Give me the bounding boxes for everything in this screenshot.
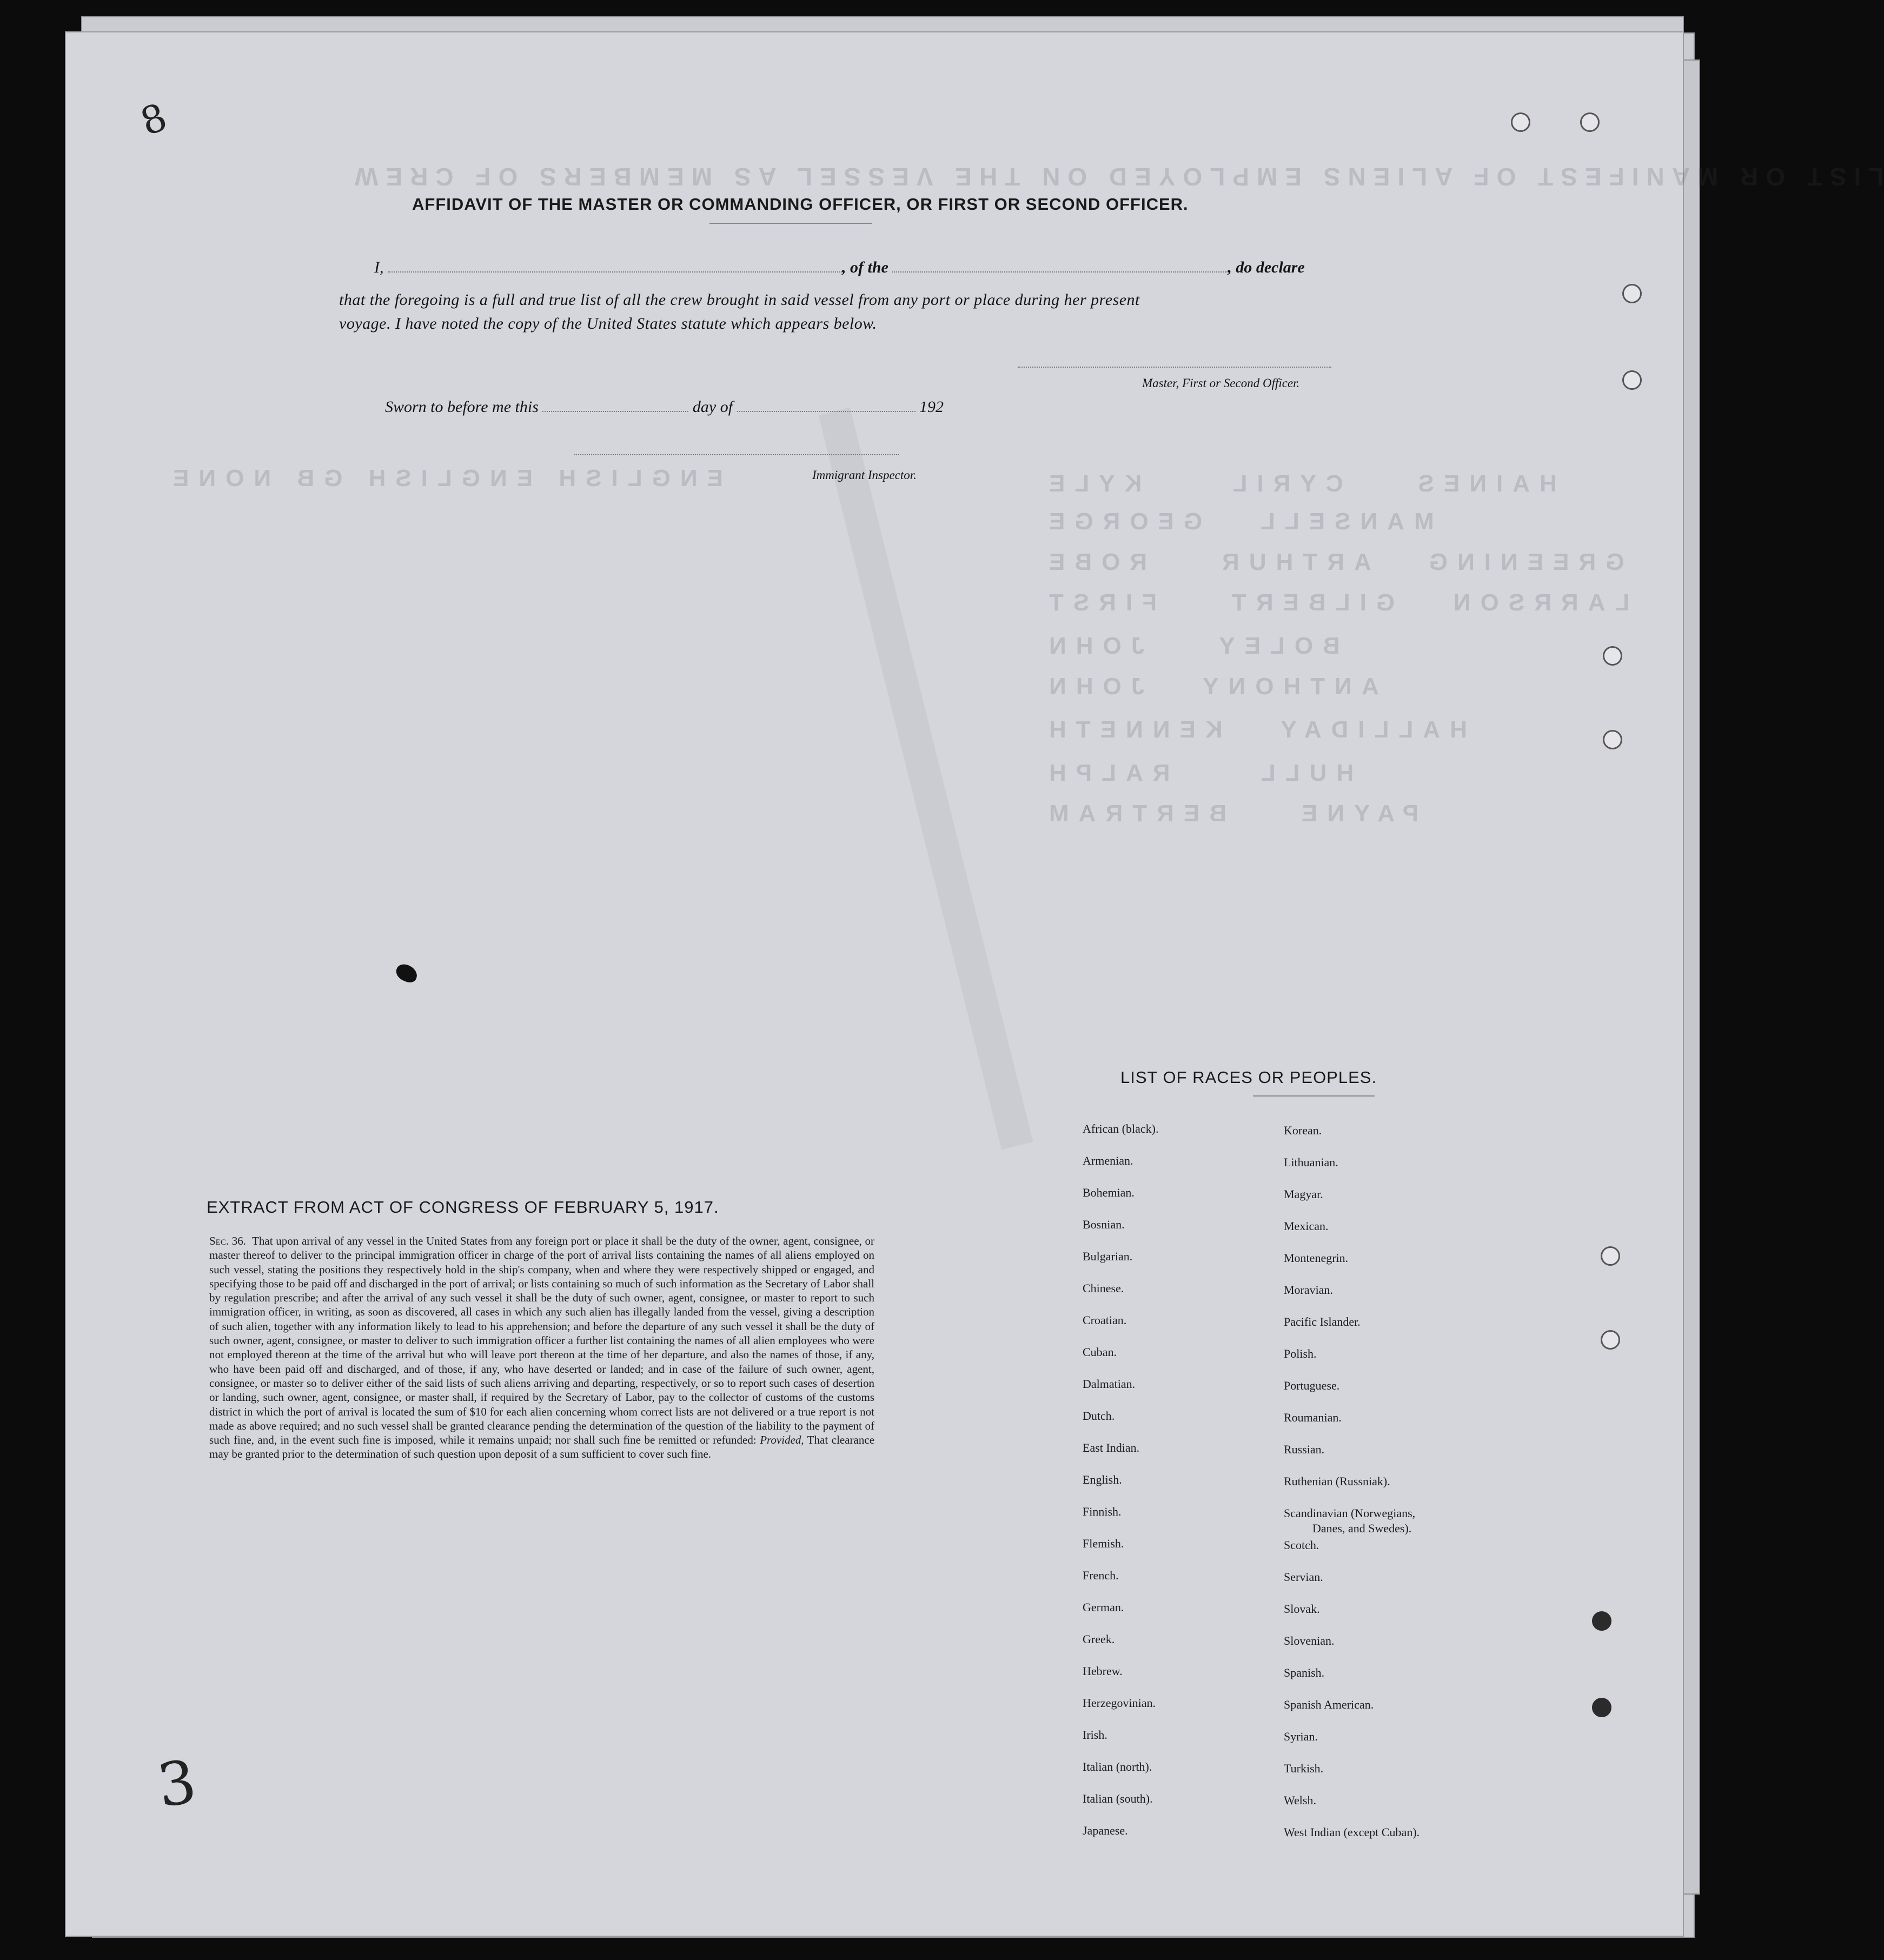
bleed-through-text: BOLEY JOHN — [1039, 633, 1340, 659]
sworn-text: Sworn to before me this — [385, 398, 539, 416]
race-item: African (black). — [1083, 1122, 1159, 1135]
affidavit-text: that the foregoing is a full and true list of all the crew brought in said vessel from any port or place during her present — [339, 291, 1140, 309]
race-item: Slovak. — [1284, 1602, 1320, 1616]
proviso-label: Provided, — [760, 1433, 804, 1447]
ink-blot — [394, 962, 420, 985]
section-label: Sec. 36. — [209, 1234, 247, 1247]
race-item: Italian (south). — [1083, 1792, 1153, 1805]
race-item: Montenegrin. — [1284, 1251, 1349, 1265]
officer-name-field[interactable] — [388, 271, 842, 273]
bleed-through-text: LIST OR MANIFEST OF ALIENS EMPLOYED ON THE VESSEL AS MEMBERS OF CREW — [347, 163, 1884, 191]
binder-hole — [1592, 1698, 1611, 1717]
extract-title: EXTRACT FROM ACT OF CONGRESS OF FEBRUARY 5, 1917. — [207, 1198, 719, 1217]
race-item: Bohemian. — [1083, 1186, 1135, 1199]
handwritten-mark: 3 — [153, 1746, 201, 1821]
sworn-text: day of — [692, 398, 733, 416]
binder-hole — [1603, 730, 1622, 749]
binder-hole — [1601, 1330, 1620, 1350]
affidavit-text: I, — [374, 258, 384, 276]
binder-hole — [1592, 1611, 1611, 1631]
race-item: Flemish. — [1083, 1537, 1124, 1550]
manifest-page — [65, 31, 1884, 1937]
race-item: Dutch. — [1083, 1409, 1115, 1423]
affidavit-title: AFFIDAVIT OF THE MASTER OR COMMANDING OFFICER, OR FIRST OR SECOND OFFICER. — [412, 195, 1189, 214]
race-item: Finnish. — [1083, 1505, 1122, 1518]
race-item: Syrian. — [1284, 1730, 1318, 1743]
race-item: Dalmatian. — [1083, 1377, 1136, 1391]
race-item: Spanish American. — [1284, 1698, 1374, 1711]
binder-hole — [1511, 112, 1530, 132]
race-item: East Indian. — [1083, 1441, 1140, 1454]
binder-hole — [1601, 1246, 1620, 1266]
extract-body — [209, 1234, 874, 1461]
race-item: Bosnian. — [1083, 1218, 1125, 1231]
race-item: Bulgarian. — [1083, 1250, 1133, 1263]
inspector-signature-label: Immigrant Inspector. — [812, 468, 917, 482]
race-item: Armenian. — [1083, 1154, 1133, 1167]
race-item: Scandinavian (Norwegians, — [1284, 1506, 1416, 1520]
proviso-text: That clearance may be granted prior to the determination of such question upon deposit of a sum sufficient to cover such fine. — [209, 1433, 875, 1461]
race-item: Scotch. — [1284, 1538, 1319, 1552]
race-item: Irish. — [1083, 1728, 1107, 1742]
bleed-through-text: LARRSON GILBERT FIRST — [1039, 589, 1630, 616]
sworn-day-field[interactable] — [542, 411, 688, 412]
binder-hole — [1622, 284, 1642, 303]
race-item: Cuban. — [1083, 1345, 1117, 1359]
race-item: Italian (north). — [1083, 1760, 1152, 1773]
master-signature-field[interactable] — [1018, 367, 1331, 368]
divider — [709, 223, 872, 224]
race-item: Japanese. — [1083, 1824, 1128, 1837]
race-item: Lithuanian. — [1284, 1155, 1338, 1169]
handwritten-mark: 8 — [135, 94, 173, 145]
binder-hole — [1622, 370, 1642, 390]
binder-hole — [1603, 646, 1622, 666]
statute-text: That upon arrival of any vessel in the United States from any foreign port or place it shall be the duty of the owner, agent, consignee, or master thereof to deliver to the principal immigration officer in charge of the port of arrival lists containing the names of all aliens employed on such vessel, stating the positions they respectively hold in the ship's company, when and where they were respectively shipped or engaged, and specifying those to be paid off and discharged in the port of arrival; or lists containing so much of such information as the Secretary of Labor shall by regulation prescribe; and after the arrival of any such vessel it shall be the duty of such owner, agent, consignee, or master to report to such immigration officer, in writing, as soon as discovered, all cases in which any such alien has illegally landed from the vessel, giving a description of such alien, together with any information likely to lead to his apprehension; and before the departure of any such vessel it shall be the duty of such owner, agent, consignee, or master to deliver to such immigration officer a further list containing the names of all alien employees who were not employed thereon at the time of the arrival but who will leave port thereon at the time of her departure, and also the names of those, if any, who have been paid off and discharged, and of those, if any, who have deserted or landed; and in case of the failure of such owner, agent, consignee, or master so to deliver either of the said lists of such aliens arriving and departing, respectively, or so to report such cases of desertion or landing, such owner, agent, consignee, or master shall, if required by the Secretary of Labor, pay to the collector of customs of the customs district in which the port of arrival is located the sum of $10 for each alien concerning whom correct lists are not delivered or a true report is not made as above required; and no such vessel shall be granted clearance pending the determination of the question of the liability to the payment of such fine, and, in the event such fine is imposed, while it remains unpaid; nor shall such fine be remitted or refunded: — [209, 1234, 874, 1447]
sworn-month-field[interactable] — [737, 411, 916, 412]
race-item: Welsh. — [1284, 1793, 1316, 1807]
divider — [1253, 1095, 1375, 1097]
race-item: Pacific Islander. — [1284, 1315, 1361, 1328]
bleed-through-text: ANTHONY JOHN — [1039, 673, 1379, 700]
sworn-line — [385, 398, 944, 416]
race-item: English. — [1083, 1473, 1122, 1486]
bleed-through-text: HULL RALPH — [1039, 760, 1354, 786]
inspector-signature-field[interactable] — [574, 454, 899, 455]
affidavit-text: , do declare — [1228, 258, 1305, 276]
sworn-year: 192 — [919, 398, 944, 416]
race-item: Russian. — [1284, 1443, 1325, 1456]
race-item: Magyar. — [1284, 1187, 1323, 1201]
master-signature-label: Master, First or Second Officer. — [1142, 376, 1300, 390]
affidavit-declaration-line — [374, 258, 1305, 277]
bleed-through-text: GREENING ARTHUR ROBE — [1039, 549, 1624, 575]
race-item: Korean. — [1284, 1124, 1322, 1137]
race-item: Servian. — [1284, 1570, 1323, 1584]
race-item: Roumanian. — [1284, 1411, 1342, 1424]
race-item: Ruthenian (Russniak). — [1284, 1474, 1390, 1488]
race-item: West Indian (except Cuban). — [1284, 1825, 1420, 1839]
race-item: Hebrew. — [1083, 1664, 1123, 1678]
race-item: Turkish. — [1284, 1762, 1324, 1775]
race-item: Mexican. — [1284, 1219, 1329, 1233]
fold-crease — [819, 408, 1033, 1150]
race-item: Portuguese. — [1284, 1379, 1340, 1392]
binder-hole — [1580, 112, 1600, 132]
race-item: Greek. — [1083, 1632, 1115, 1646]
bleed-through-text: PAYNE BERTRAM — [1039, 800, 1419, 827]
bleed-through-text: HAINES CYRIL KYLE — [1039, 470, 1557, 497]
race-item: Slovenian. — [1284, 1634, 1335, 1647]
race-item: French. — [1083, 1569, 1119, 1582]
race-item: Chinese. — [1083, 1281, 1124, 1295]
bleed-through-text: ENGLISH ENGLISH GB NONE — [163, 465, 723, 491]
bleed-through-text: MANSELL GEORGE — [1039, 508, 1434, 535]
race-item: Herzegovinian. — [1083, 1696, 1156, 1710]
vessel-name-field[interactable] — [892, 271, 1228, 273]
affidavit-text: , of the — [842, 258, 888, 276]
race-item: Polish. — [1284, 1347, 1317, 1360]
race-item: Spanish. — [1284, 1666, 1325, 1679]
race-item: Moravian. — [1284, 1283, 1334, 1297]
affidavit-text: voyage. I have noted the copy of the United States statute which appears below. — [339, 315, 877, 333]
race-item: Croatian. — [1083, 1313, 1127, 1327]
race-item: Danes, and Swedes). — [1312, 1522, 1412, 1535]
race-item: German. — [1083, 1600, 1124, 1614]
races-title: LIST OF RACES OR PEOPLES. — [1120, 1068, 1377, 1087]
bleed-through-text: HALLIDAY KENNETH — [1039, 716, 1467, 743]
